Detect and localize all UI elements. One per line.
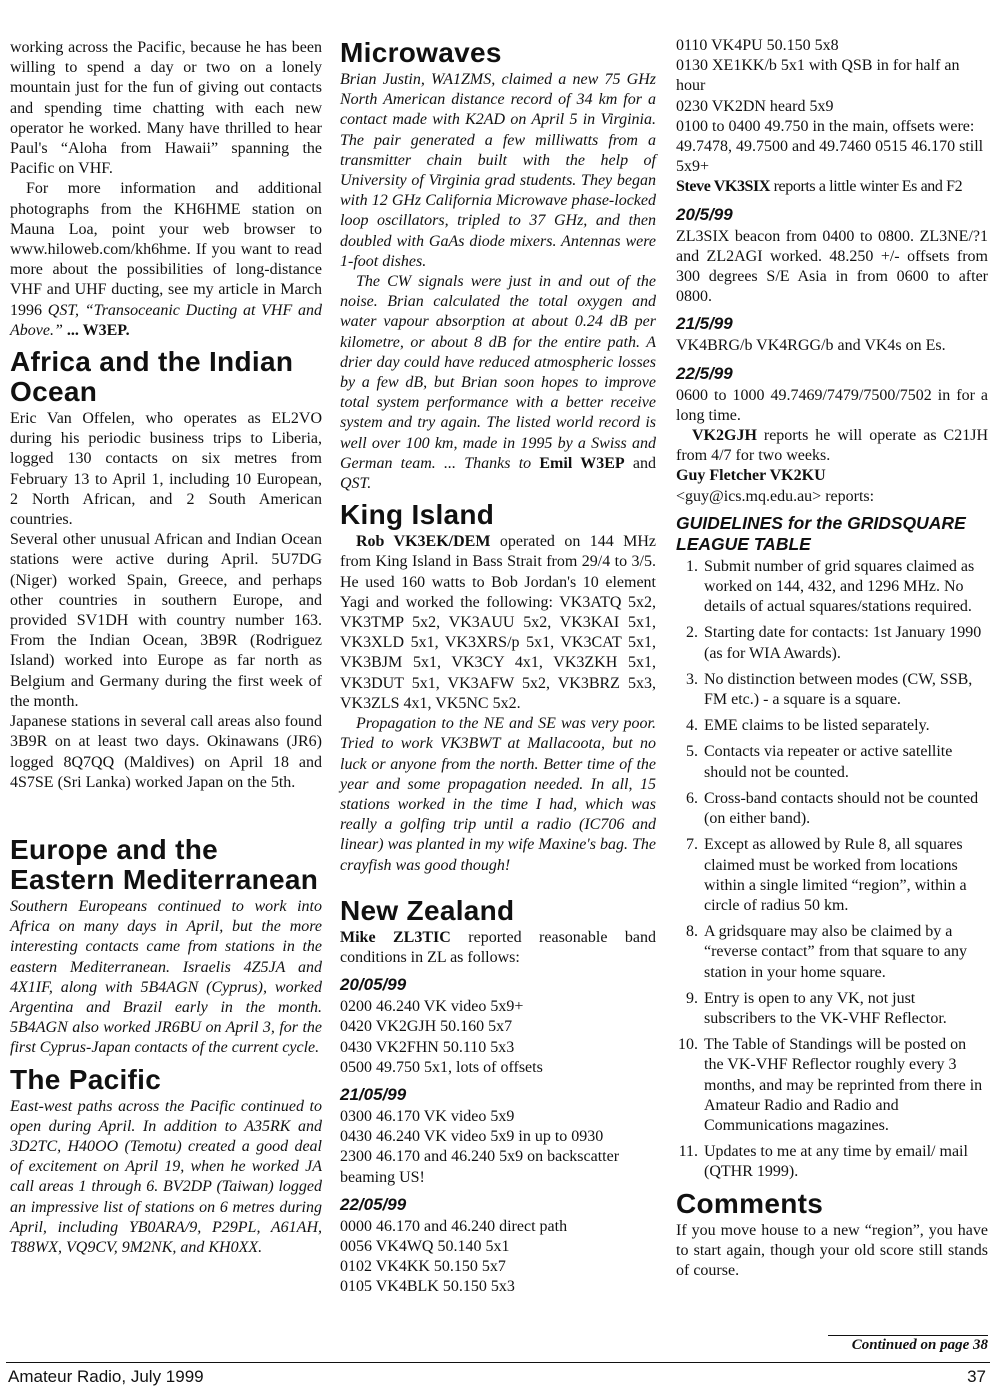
paragraph: For more information and additional photographs from the KH6HME station on Mauna Loa, point your web browser to www.hiloweb.com/kh6hme. If you want to read more about the possibilities of long-distance VHF and UHF ducting, see my article in March 1996 QST, “Transoceanic Ducting at VHF and Above.” ... W3EP. bbox=[10, 180, 323, 339]
log-date-heading: 20/05/99 bbox=[340, 975, 407, 995]
log-date-heading: 21/05/99 bbox=[340, 1084, 407, 1104]
paragraph: The CW signals were just in and out of the noise. Brian calculated the total oxygen and water vapour absorption at about 0.24 dB per kilometre, or about 8 dB for the entire path. A drier day could have reduced atmospheric losses by a few dB, but Brian soon hopes to improve total system performance with a better receive system and try again. The listed world record is well over 100 km, made in 1995 by a Swiss and German team. ... Thanks to Emil W3EP and QST. bbox=[340, 273, 656, 493]
paragraph: Propagation to the NE and SE was very poor. Tried to work VK3BWT at Mallacoota, but no luck or anyone from the north. Better time of the year and some propagation needed. In all, 15 stations worked in the time I had, which was really a golfing trip until a radio (IC706 and linear) was planted in my wife Maxine's bag. The crayfish was good though! bbox=[340, 715, 656, 874]
guideline-text: Except as allowed by Rule 8, all squares claimed must be worked from locations within a single limited “region”, within a circle of radius 50 km. bbox=[704, 836, 967, 914]
paragraph: VK4BRG/b VK4RGG/b and VK4s on Es. bbox=[676, 337, 946, 355]
guideline-text: No distinction between modes (CW, SSB, FM etc.) - a square is a square. bbox=[704, 670, 973, 709]
guideline-item bbox=[676, 557, 988, 618]
log-line: 0430 46.240 VK video 5x9 in up to 0930 bbox=[340, 1128, 604, 1146]
guideline-number: 6. bbox=[686, 789, 698, 807]
paragraph: Steve VK3SIX reports a little winter Es and F2 bbox=[676, 178, 963, 196]
log-line: 0200 46.240 VK video 5x9+ bbox=[340, 998, 524, 1016]
guideline-item bbox=[676, 742, 988, 782]
guideline-text: Updates to me at any time by email/ mail (QTHR 1999). bbox=[704, 1143, 968, 1181]
log-line: 0230 VK2DN heard 5x9 bbox=[676, 97, 834, 115]
column-3 bbox=[676, 36, 988, 1281]
guideline-number: 2. bbox=[686, 624, 698, 642]
paragraph: Mike ZL3TIC reported reasonable band conditions in ZL as follows: bbox=[340, 928, 657, 966]
guideline-number: 5. bbox=[686, 743, 698, 761]
guideline-text: The Table of Standings will be posted on the VK-VHF Reflector roughly every 3 months, and may be reprinted from there in Amateur Radio and Radio and Communications magazines. bbox=[704, 1036, 983, 1134]
page-number: 37 bbox=[967, 1367, 986, 1386]
section-heading: Comments bbox=[676, 1187, 824, 1219]
guideline-text: Contacts via repeater or active satellite should not be counted. bbox=[704, 743, 953, 781]
guideline-number: 8. bbox=[686, 923, 698, 941]
nz-log-list bbox=[340, 974, 656, 1297]
section-heading: New Zealand bbox=[340, 894, 515, 926]
log-line: 0056 VK4WQ 50.140 5x1 bbox=[340, 1237, 510, 1255]
guidelines-heading: GUIDELINES for the GRIDSQUARE LEAGUE TABLE bbox=[676, 512, 966, 554]
guideline-number: 11. bbox=[678, 1143, 698, 1161]
section-heading: Africa and the Indian Ocean bbox=[10, 346, 294, 408]
date-heading: 21/5/99 bbox=[676, 314, 733, 334]
date-heading: 20/5/99 bbox=[676, 204, 733, 224]
guideline-number: 7. bbox=[686, 836, 698, 854]
guideline-text: A gridsquare may also be claimed by a “reverse contact” from that square to any station in your home square. bbox=[704, 923, 967, 981]
guideline-item bbox=[676, 670, 988, 710]
log-lines bbox=[676, 36, 988, 177]
column-2 bbox=[340, 38, 656, 1298]
paragraph: Japanese stations in several call areas also found 3B9R on at least two days. Okinawans (JR6) logged 8Q7QQ (Maldives) on April 18 and 4S7SE (Sri Lanka) worked Japan on the 5th. bbox=[10, 713, 322, 791]
guideline-item bbox=[676, 1142, 988, 1182]
guideline-text: Entry is open to any VK, not just subscribers to the VK-VHF Reflector. bbox=[704, 989, 947, 1027]
log-date-heading: 22/05/99 bbox=[340, 1194, 407, 1214]
guideline-item bbox=[676, 716, 988, 736]
guideline-item bbox=[676, 835, 988, 916]
guideline-item bbox=[676, 623, 988, 663]
paragraph: 0600 to 1000 49.7469/7479/7500/7502 in for a long time. bbox=[676, 386, 988, 424]
guideline-text: Cross-band contacts should not be counted (on either band). bbox=[704, 789, 979, 828]
guideline-number: 1. bbox=[686, 557, 698, 575]
paragraph: <guy@ics.mq.edu.au> reports: bbox=[676, 487, 875, 505]
guideline-number: 9. bbox=[686, 989, 698, 1007]
continued-note: Continued on page 38 bbox=[828, 1335, 988, 1354]
guideline-number: 4. bbox=[686, 717, 698, 735]
guidelines-list bbox=[676, 557, 988, 1183]
paragraph: Eric Van Offelen, who operates as EL2VO during his periodic business trips to Liberia, logged 130 contacts on six metres from February 13 to April 1, including 10 European, 2 North African, and 2 South American countries. bbox=[10, 410, 322, 529]
guideline-item bbox=[676, 989, 988, 1029]
column-1 bbox=[10, 38, 322, 1258]
log-line: 0110 VK4PU 50.150 5x8 bbox=[676, 37, 839, 54]
log-line: 0420 VK2GJH 50.160 5x7 bbox=[340, 1018, 513, 1036]
guideline-number: 3. bbox=[686, 670, 698, 688]
paragraph: VK2GJH reports he will operate as C21JH from 4/7 for two weeks. bbox=[676, 427, 988, 465]
paragraph: Several other unusual African and Indian Ocean stations were active during April. 5U7DG (Niger) worked Spain, Greece, and perhaps other countries in southern Europe, and provided SV1DH with country number 163. From the Indian Ocean, 3B9R (Rodriguez Island) worked into Europe as far north as Belgium and Germany during the first week of the month. bbox=[10, 531, 322, 710]
guideline-item bbox=[676, 1035, 988, 1136]
footer-publication: Amateur Radio, July 1999 bbox=[8, 1367, 204, 1386]
guideline-text: Submit number of grid squares claimed as worked on 144, 432, and 1296 MHz. No details of actual squares/stations required. bbox=[704, 557, 975, 616]
log-line: 2300 46.170 and 46.240 5x9 on backscatter beaming US! bbox=[340, 1148, 620, 1186]
paragraph: If you move house to a new “region”, you have to start again, though your old score still stands of course. bbox=[676, 1221, 988, 1279]
paragraph: Guy Fletcher VK2KU bbox=[676, 467, 826, 485]
log-line: 0130 XE1KK/b 5x1 with QSB in for half an hour bbox=[676, 57, 960, 95]
paragraph: Brian Justin, WA1ZMS, claimed a new 75 GHz North American distance record of 34 km for a contact made with K2AD on April 5 in Virginia. The pair generated a few milliwatts from a transmitter chain built with the help of University of Virginia grad students. They began with 12 GHz California Microwave phase-locked loop oscillators, tripled to 37 GHz, and then doubled with GaAs diode mixers. Antennas were 1-foot dishes. bbox=[340, 71, 656, 270]
guideline-item bbox=[676, 789, 988, 829]
footer-rule bbox=[6, 1362, 990, 1363]
paragraph: ZL3SIX beacon from 0400 to 0800. ZL3NE/?1 and ZL2AGI worked. 48.250 +/- offsets from 300 degrees S/E Asia in from 0600 to after 0800. bbox=[676, 227, 988, 306]
log-line: 0000 46.170 and 46.240 direct path bbox=[340, 1217, 568, 1235]
section-heading: Europe and the Eastern Mediterranean bbox=[10, 833, 319, 895]
paragraph: East-west paths across the Pacific continued to open during April. In addition to A35RK and 3D2TC, H40OO (Temotu) created a good deal of excitement on April 19, when he worked JA call areas 1 through 6. BV2DP (Taiwan) logged an impressive list of stations on 6 metres during April, including YB0ARA/9, P29PL, A61AH, T88WX, VQ9CV, 9M2NK, and KH0XX. bbox=[10, 1097, 322, 1256]
log-line: 0430 VK2FHN 50.110 5x3 bbox=[340, 1038, 515, 1056]
guideline-text: EME claims to be listed separately. bbox=[704, 717, 930, 735]
section-heading: King Island bbox=[340, 499, 495, 531]
paragraph: Southern Europeans continued to work into Africa on many days in April, but the more interesting contacts came from stations in the eastern Mediterranean. Israelis 4Z5JA and 4X1IF, along with 5B4AGN (Cyprus), worked Argentina and Brazil early in the month. 5B4AGN also worked JR6BU on April 3, for the first Cyprus-Japan contacts of the current cycle. bbox=[10, 897, 322, 1057]
log-line: 0102 VK4KK 50.150 5x7 bbox=[340, 1258, 506, 1276]
paragraph: Rob VK3EK/DEM operated on 144 MHz from King Island in Bass Strait from 29/4 to 3/5. He used 160 watts to Bob Jordan's 10 element Yagi and worked the following: VK3ATQ 5x2, VK3TMP 5x2, VK3AUU 5x2, VK3KAI 5x1, VK3XLD 5x1, VK3XRS/p 5x1, VK3CAT 5x1, VK3BJM 5x1, VK3CY 4x1, VK3ZKH 5x1, VK3DUT 5x1, VK3AFW 5x2, VK3BRZ 5x3, VK3ZLS 4x1, VK5NC 5x2. bbox=[340, 533, 656, 712]
guideline-item bbox=[676, 922, 988, 983]
date-heading: 22/5/99 bbox=[676, 363, 733, 383]
log-line: 0100 to 0400 49.750 in the main, offsets were: 49.7478, 49.7500 and 49.7460 0515 46.170 still 5x9+ bbox=[676, 117, 984, 176]
log-line: 0500 49.750 5x1, lots of offsets bbox=[340, 1058, 543, 1076]
section-heading: Microwaves bbox=[340, 37, 502, 68]
guideline-text: Starting date for contacts: 1st January 1990 (as for WIA Awards). bbox=[704, 624, 982, 662]
paragraph: working across the Pacific, because he has been willing to spend a day or two on a lonely mountain just for the fun of giving out contacts and spending time chatting with each new operator he worked. Many have thrilled to hear Paul's “Aloha from Hawaii” spanning the Pacific on VHF. bbox=[10, 39, 322, 178]
log-line: 0300 46.170 VK video 5x9 bbox=[340, 1107, 515, 1125]
guideline-number: 10. bbox=[678, 1036, 698, 1054]
section-heading: The Pacific bbox=[10, 1063, 162, 1095]
log-line: 0105 VK4BLK 50.150 5x3 bbox=[340, 1278, 515, 1296]
